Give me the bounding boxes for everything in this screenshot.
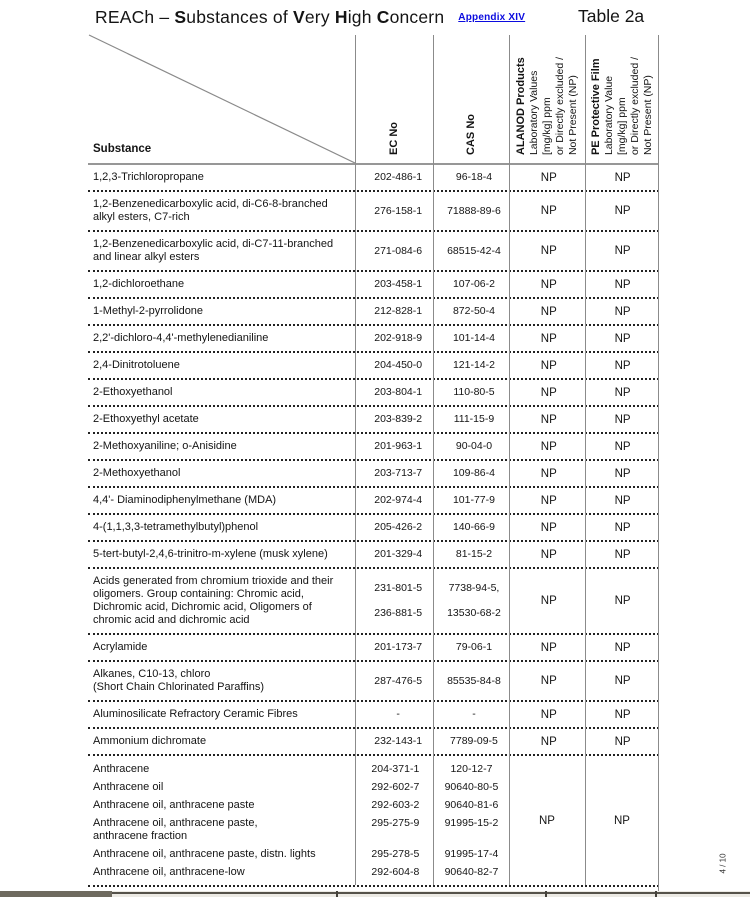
substance-cell: Anthracene oil, anthracene-low xyxy=(93,865,245,878)
table-row xyxy=(88,353,659,380)
table-row xyxy=(88,192,659,232)
page-title-text: REACh – Substances of Very High Concern xyxy=(95,7,445,27)
table-row xyxy=(88,488,659,515)
substance-cell: 5-tert-butyl-2,4,6-trinitro-m-xylene (musk xylene) xyxy=(93,548,328,560)
alanod-value-cell: NP xyxy=(540,595,557,607)
substance-cell: Ammonium dichromate xyxy=(93,735,207,747)
pe-film-value-cell: NP xyxy=(614,467,631,480)
alanod-value-cell: NP xyxy=(540,735,557,748)
page-title xyxy=(95,7,525,28)
pe-film-value-cell: NP xyxy=(614,735,631,748)
substance-cell: Anthracene xyxy=(93,762,150,775)
pe-film-value-cell: NP xyxy=(614,814,630,827)
pe-film-value-cell: NP xyxy=(614,413,631,426)
pe-film-value-cell: NP xyxy=(614,305,631,318)
ec-no-cell: 276-158-1 xyxy=(374,204,423,217)
cas-no-cell: 90-04-0 xyxy=(455,440,493,452)
table-header xyxy=(88,32,659,165)
substance-cell: 2-Methoxyethanol xyxy=(93,467,181,479)
alanod-value-cell: NP xyxy=(540,548,557,561)
table-row xyxy=(88,542,659,569)
ec-no-cell: 204-371-1 xyxy=(371,762,420,775)
alanod-value-cell: NP xyxy=(540,440,557,453)
group-sub-row xyxy=(88,796,509,814)
pe-film-value-cell: NP xyxy=(614,521,631,534)
substance-cell: Aluminosilicate Refractory Ceramic Fibres xyxy=(93,708,298,720)
cas-no-cell: 96-18-4 xyxy=(455,171,493,183)
ec-no-cell: 201-173-7 xyxy=(374,641,423,653)
substance-cell: 1,2,3-Trichloropropane xyxy=(93,171,204,183)
next-page-edge xyxy=(0,891,750,897)
substance-cell: 2-Ethoxyethanol xyxy=(93,386,173,398)
column-header-text: ALANOD Products Laboratory Values [mg/kg] ppm or Directly excluded / Not Present (NP) xyxy=(514,56,579,155)
table-row xyxy=(88,232,659,272)
cas-no-cell: 7789-09-5 xyxy=(450,735,498,747)
table-row xyxy=(88,272,659,299)
appendix-xiv-link[interactable]: Appendix XIV xyxy=(458,12,526,23)
alanod-value-cell: NP xyxy=(540,305,557,318)
ec-no-cell: 201-329-4 xyxy=(374,548,423,560)
column-rule xyxy=(355,35,356,885)
substance-cell: Acrylamide xyxy=(93,641,148,653)
cas-no-cell: 140-66-9 xyxy=(452,521,495,533)
alanod-value-cell: NP xyxy=(540,467,557,480)
table-row xyxy=(88,165,659,192)
alanod-value-cell: NP xyxy=(540,171,557,184)
cas-no-cell: 79-06-1 xyxy=(455,641,493,653)
column-header-pe-film xyxy=(585,32,659,163)
cas-no-cell: 90640-80-5 xyxy=(444,780,499,793)
table-row xyxy=(88,326,659,353)
column-header-ec-no xyxy=(355,32,433,163)
column-header-text: PE Protective Film Laboratory Value [mg/kg] ppm or Directly excluded / Not Present (NP) xyxy=(589,56,654,155)
alanod-value-cell: NP xyxy=(539,814,555,827)
substance-cell: 4,4'- Diaminodiphenylmethane (MDA) xyxy=(93,494,277,506)
ec-no-cell: 205-426-2 xyxy=(374,521,423,533)
group-substance-block xyxy=(88,760,509,881)
ec-no-cell: 201-963-1 xyxy=(374,440,423,452)
ec-no-cell: 292-604-8 xyxy=(371,865,420,878)
substance-cell: 1-Methyl-2-pyrrolidone xyxy=(93,305,204,317)
ec-no-cell: 295-278-5 xyxy=(371,847,420,860)
cas-no-cell: 111-15-9 xyxy=(453,413,495,425)
cas-no-cell: 90640-82-7 xyxy=(444,865,499,878)
table-row xyxy=(88,635,659,662)
table-row xyxy=(88,662,659,702)
group-sub-row xyxy=(88,814,509,845)
ec-no-cell: 292-603-2 xyxy=(371,798,420,811)
ec-no-cell: 202-918-9 xyxy=(374,332,423,344)
group-sub-row xyxy=(88,863,509,881)
table-row xyxy=(88,702,659,729)
substance-cell: 2-Ethoxyethyl acetate xyxy=(93,413,199,425)
column-header-alanod xyxy=(509,32,585,163)
ec-no-cell: 203-839-2 xyxy=(374,413,423,425)
ec-no-cell: 203-713-7 xyxy=(374,467,423,479)
substance-cell: 2-Methoxyaniline; o-Anisidine xyxy=(93,440,237,452)
table-row xyxy=(88,515,659,542)
ec-no-cell: 295-275-9 xyxy=(371,816,420,829)
table-row xyxy=(88,461,659,488)
table-rows xyxy=(88,165,659,887)
ec-no-cell: - xyxy=(396,708,400,720)
table-right-border xyxy=(658,35,659,894)
cas-no-cell: 90640-81-6 xyxy=(444,798,499,811)
cas-no-cell: 101-77-9 xyxy=(452,494,495,506)
pe-film-value-cell: NP xyxy=(614,548,631,561)
cas-no-cell: 91995-17-4 xyxy=(444,847,499,860)
column-rule xyxy=(433,35,434,885)
pe-film-value-cell: NP xyxy=(614,359,631,372)
ec-no-cell: 232-143-1 xyxy=(374,735,423,747)
group-sub-row xyxy=(88,760,509,778)
ec-no-cell: 212-828-1 xyxy=(374,305,423,317)
ec-no-cell: 231-801-5 236-881-5 xyxy=(374,581,423,620)
pe-film-value-cell: NP xyxy=(614,171,631,184)
substance-column-header: Substance xyxy=(93,143,152,155)
substance-cell: Anthracene oil, anthracene paste, anthracene fraction xyxy=(93,816,258,842)
column-rule xyxy=(509,35,510,885)
cas-no-cell: 121-14-2 xyxy=(452,359,495,371)
pe-film-value-cell: NP xyxy=(614,440,631,453)
pe-film-value-cell: NP xyxy=(614,708,631,721)
substance-cell: Alkanes, C10-13, chloro (Short Chain Chlorinated Paraffins) xyxy=(93,668,264,693)
alanod-value-cell: NP xyxy=(540,386,557,399)
ec-no-cell: 202-486-1 xyxy=(374,171,423,183)
ec-no-cell: 292-602-7 xyxy=(371,780,420,793)
table-row xyxy=(88,729,659,756)
alanod-value-cell: NP xyxy=(540,205,557,217)
alanod-value-cell: NP xyxy=(540,359,557,372)
cas-no-cell: 85535-84-8 xyxy=(447,674,501,687)
pe-film-value-cell: NP xyxy=(614,675,631,687)
cas-no-cell: 101-14-4 xyxy=(452,332,495,344)
alanod-value-cell: NP xyxy=(540,675,557,687)
alanod-value-cell: NP xyxy=(540,245,557,257)
corner-cell xyxy=(88,32,355,163)
alanod-value-cell: NP xyxy=(540,521,557,534)
cas-no-cell: 71888-89-6 xyxy=(447,204,501,217)
column-header-cas-no xyxy=(433,32,509,163)
ec-no-cell: 203-804-1 xyxy=(374,386,423,398)
substance-cell: 4-(1,1,3,3-tetramethylbutyl)phenol xyxy=(93,521,259,533)
substance-cell: 1,2-Benzenedicarboxylic acid, di-C6-8-branched alkyl esters, C7-rich xyxy=(93,198,328,223)
substance-cell: 1,2-dichloroethane xyxy=(93,278,185,290)
cas-no-cell: 7738-94-5, 13530-68-2 xyxy=(447,581,501,620)
table-row xyxy=(88,569,659,635)
pe-film-value-cell: NP xyxy=(614,595,631,607)
table-row xyxy=(88,380,659,407)
alanod-value-cell: NP xyxy=(540,332,557,345)
pe-film-value-cell: NP xyxy=(614,278,631,291)
ec-no-cell: 203-458-1 xyxy=(374,278,423,290)
cas-no-cell: 91995-15-2 xyxy=(444,816,499,829)
pe-film-value-cell: NP xyxy=(614,245,631,257)
table-row xyxy=(88,434,659,461)
table-row xyxy=(88,407,659,434)
column-header-text: CAS No xyxy=(464,114,477,155)
cas-no-cell: 110-80-5 xyxy=(453,386,495,398)
table-row xyxy=(88,299,659,326)
ec-no-cell: 287-476-5 xyxy=(374,674,423,687)
table-number-label: Table 2a xyxy=(578,6,645,26)
substance-cell: Acids generated from chromium trioxide and their oligomers. Group containing: Chromic acid, Dichromic acid, Dichromic acid, Oligomers of chromic acid and dichromic acid xyxy=(93,575,334,626)
ec-no-cell: 204-450-0 xyxy=(374,359,423,371)
column-rule xyxy=(585,35,586,885)
alanod-value-cell: NP xyxy=(540,413,557,426)
ec-no-cell: 271-084-6 xyxy=(374,244,423,257)
pe-film-value-cell: NP xyxy=(614,494,631,507)
substance-cell: 2,4-Dinitrotoluene xyxy=(93,359,180,371)
cas-no-cell: - xyxy=(472,708,476,720)
alanod-value-cell: NP xyxy=(540,494,557,507)
column-header-text: EC No xyxy=(387,122,400,155)
svhc-table xyxy=(88,32,659,887)
substance-cell: 1,2-Benzenedicarboxylic acid, di-C7-11-branched and linear alkyl esters xyxy=(93,238,334,263)
pe-film-value-cell: NP xyxy=(614,386,631,399)
substance-cell: Anthracene oil xyxy=(93,780,164,793)
pe-film-value-cell: NP xyxy=(614,332,631,345)
pe-film-value-cell: NP xyxy=(614,205,631,217)
page-number: 4 / 10 xyxy=(718,853,728,874)
ec-no-cell: 202-974-4 xyxy=(374,494,423,506)
alanod-value-cell: NP xyxy=(540,278,557,291)
substance-cell: Anthracene oil, anthracene paste, distn. lights xyxy=(93,847,316,860)
table-row xyxy=(88,756,659,887)
cas-no-cell: 109-86-4 xyxy=(452,467,495,479)
cas-no-cell: 872-50-4 xyxy=(452,305,495,317)
group-sub-row xyxy=(88,778,509,796)
substance-cell: Anthracene oil, anthracene paste xyxy=(93,798,255,811)
cas-no-cell: 120-12-7 xyxy=(450,762,493,775)
cas-no-cell: 81-15-2 xyxy=(455,548,493,560)
cas-no-cell: 68515-42-4 xyxy=(447,244,501,257)
group-sub-row xyxy=(88,845,509,863)
substance-cell: 2,2'-dichloro-4,4'-methylenedianiline xyxy=(93,332,269,344)
alanod-value-cell: NP xyxy=(540,708,557,721)
pe-film-value-cell: NP xyxy=(614,641,631,654)
cas-no-cell: 107-06-2 xyxy=(452,278,495,290)
alanod-value-cell: NP xyxy=(540,641,557,654)
